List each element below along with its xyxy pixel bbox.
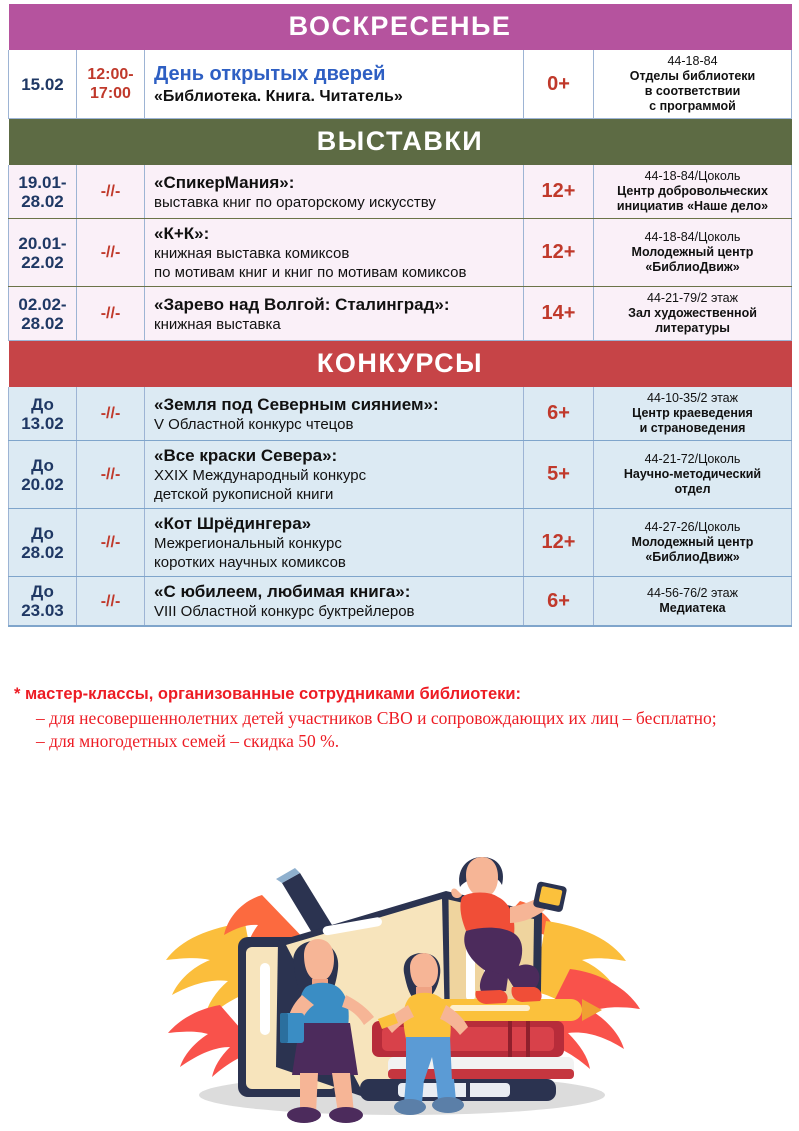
table-row [9,441,792,509]
time-text: -//- [100,244,121,261]
row-title [145,387,524,441]
location-line: отдел [674,482,711,496]
age-text: 6+ [547,589,570,612]
location-line: инициатив «Наше дело» [616,199,769,213]
row-location [594,441,792,509]
date-line-1: 02.02- [18,294,67,314]
row-age-rating [524,577,594,627]
row-time [77,387,145,441]
date-line-2: 28.02 [21,542,64,562]
location-phone: 44-18-84/Цоколь [644,230,741,244]
location-line: Центр добровольческих [617,184,768,198]
illustration-svg [150,795,650,1125]
row-location [594,50,792,119]
location-line: Отделы библиотеки [629,69,756,83]
location-line: и страноведения [639,421,746,435]
table-row [9,50,792,119]
table-row [9,287,792,341]
row-title [145,287,524,341]
event-title: «К+К»: [154,224,210,243]
event-subtitle: Межрегиональный конкурс [154,535,342,552]
location-phone: 44-18-84 [667,54,718,68]
location-phone: 44-18-84/Цоколь [644,169,741,183]
location-line: Зал художественной [628,306,757,320]
location-phone: 44-21-79/2 этаж [647,291,738,305]
location-line: Центр краеведения [632,406,753,420]
date-line-2: 20.02 [21,474,64,494]
row-time [77,509,145,577]
time-line-2: 17:00 [90,85,131,102]
event-subtitle-2: детской рукописной книги [154,486,334,503]
date-text: 15.02 [21,74,64,94]
date-line-1: До [31,582,54,601]
event-subtitle-2: по мотивам книг и книг по мотивам комиксов [154,264,467,281]
date-line-1: 20.01- [18,233,67,253]
date-line-2: 28.02 [21,313,64,333]
table-row [9,577,792,627]
row-time [77,219,145,287]
row-date [9,387,77,441]
age-text: 0+ [547,72,570,95]
row-title [145,165,524,219]
section-band-sunday [9,4,792,50]
event-subtitle-2: коротких научных комиксов [154,554,346,571]
row-age-rating [524,509,594,577]
section-band-label: ВОСКРЕСЕНЬЕ [9,4,792,50]
event-title: «Кот Шрёдингера» [154,514,312,533]
time-text: -//- [100,405,121,422]
row-time [77,50,145,119]
location-line: «БиблиоДвиж» [645,550,740,564]
event-title: «С юбилеем, любимая книга»: [154,582,411,601]
date-line-2: 22.02 [21,252,64,272]
row-title [145,509,524,577]
row-title [145,219,524,287]
age-text: 14+ [541,302,576,324]
row-age-rating [524,50,594,119]
row-age-rating [524,441,594,509]
event-title: «СпикерМания»: [154,172,295,192]
event-subtitle: книжная выставка [154,315,281,333]
event-subtitle: V Областной конкурс чтецов [154,415,354,433]
event-title: «Зарево над Волгой: Сталинград»: [154,294,450,314]
footnote-item: – для многодетных семей – скидка 50 %. [36,731,340,751]
row-date [9,287,77,341]
age-text: 5+ [547,463,570,485]
row-location [594,577,792,627]
footnote-item: – для несовершеннолетних детей участников СВО и сопровождающих их лиц – бесплатно; [36,708,717,728]
row-date [9,441,77,509]
row-location [594,165,792,219]
section-band-contests [9,341,792,388]
location-line: Медиатека [659,601,726,615]
event-subtitle: VIII Областной конкурс буктрейлеров [154,603,415,620]
date-line-1: До [31,455,54,475]
section-band-label: КОНКУРСЫ [9,341,792,388]
footnote-block [14,683,784,753]
reading-people-open-book-illustration [150,795,650,1125]
location-line: в соответствии [644,84,741,98]
location-line: с программой [649,99,736,113]
row-location [594,219,792,287]
time-text: -//- [100,534,121,551]
date-line-2: 28.02 [21,191,64,211]
event-title: «Земля под Северным сиянием»: [154,394,439,414]
date-line-1: До [31,394,54,414]
table-row [9,219,792,287]
location-line: Молодежный центр [631,245,754,259]
section-band-exhibitions [9,119,792,166]
date-line-2: 23.03 [21,601,64,620]
row-location [594,509,792,577]
time-text: -//- [100,183,121,200]
time-line-1: 12:00- [87,66,134,83]
table-row [9,387,792,441]
event-subtitle: книжная выставка комиксов [154,245,350,262]
row-time [77,165,145,219]
schedule-table [8,4,792,627]
row-date [9,509,77,577]
event-subtitle: «Библиотека. Книга. Читатель» [154,87,403,105]
row-time [77,287,145,341]
age-text: 12+ [541,241,576,263]
date-line-2: 13.02 [21,413,64,433]
row-date [9,219,77,287]
event-title: «Все краски Севера»: [154,446,338,465]
row-date [9,577,77,627]
location-line: «БиблиоДвиж» [645,260,740,274]
section-band-label: ВЫСТАВКИ [9,119,792,166]
row-date [9,165,77,219]
location-phone: 44-10-35/2 этаж [647,391,738,405]
time-text: -//- [100,592,121,610]
age-text: 12+ [541,531,576,553]
row-age-rating [524,387,594,441]
location-phone: 44-56-76/2 этаж [647,586,738,600]
row-title [145,50,524,119]
table-row [9,165,792,219]
row-date [9,50,77,119]
row-time [77,441,145,509]
time-text: -//- [100,305,121,322]
date-line-1: 19.01- [18,172,67,192]
date-line-1: До [31,523,54,543]
row-title [145,441,524,509]
row-age-rating [524,165,594,219]
location-line: литературы [655,321,730,335]
row-time [77,577,145,627]
age-text: 12+ [541,180,576,202]
location-line: Научно-методический [623,467,762,481]
event-subtitle: выставка книг по ораторскому искусству [154,193,436,211]
event-title: День открытых дверей [154,62,386,85]
table-row [9,509,792,577]
location-phone: 44-21-72/Цоколь [644,452,741,466]
footnote-heading: * мастер-классы, организованные сотрудниками библиотеки: [14,685,522,703]
row-age-rating [524,219,594,287]
row-age-rating [524,287,594,341]
location-phone: 44-27-26/Цоколь [644,520,741,534]
event-subtitle: XXIX Международный конкурс [154,467,367,484]
row-title [145,577,524,627]
time-text: -//- [100,466,121,483]
location-line: Молодежный центр [631,535,754,549]
row-location [594,287,792,341]
age-text: 6+ [547,402,570,424]
row-location [594,387,792,441]
